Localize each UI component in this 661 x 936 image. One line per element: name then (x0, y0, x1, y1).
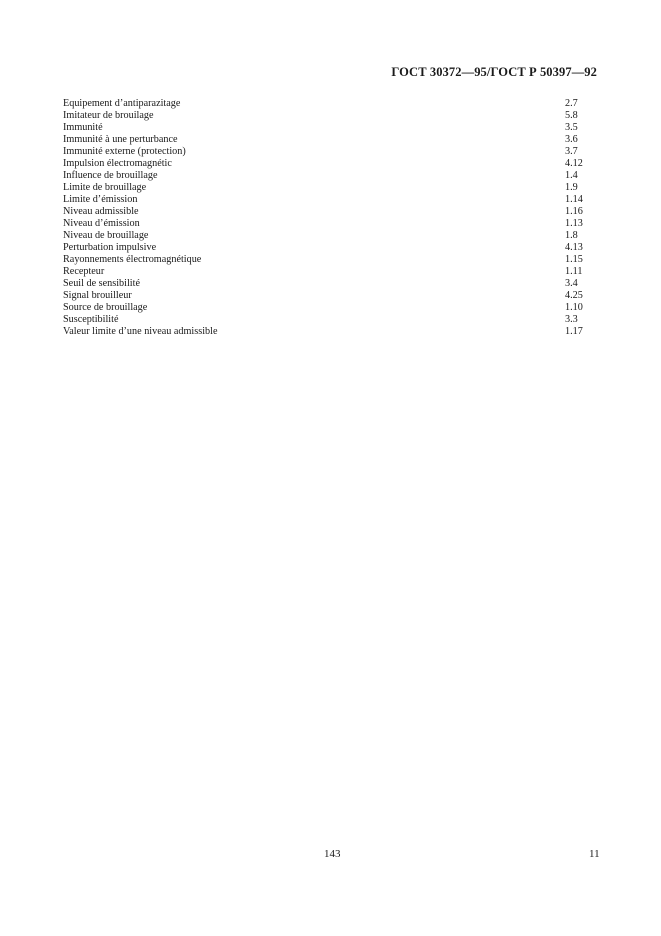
index-row (63, 254, 583, 266)
index-ref: 4.12 (565, 158, 583, 169)
index-term: Immunité externe (protection) (63, 146, 186, 157)
document-header-title: ГОСТ 30372—95/ГОСТ Р 50397—92 (391, 65, 597, 79)
index-term: Rayonnements électromagnétique (63, 254, 202, 265)
index-ref: 1.15 (565, 254, 583, 265)
index-row (63, 170, 583, 182)
index-term: Equipement d’antiparazitage (63, 98, 181, 109)
index-row (63, 266, 583, 278)
index-term: Niveau d’émission (63, 218, 140, 229)
index-row (63, 194, 583, 206)
index-term: Immunité à une perturbance (63, 134, 178, 145)
index-ref: 1.14 (565, 194, 583, 205)
index-ref: 2.7 (565, 98, 578, 109)
index-term: Niveau admissible (63, 206, 139, 217)
index-term: Valeur limite d’une niveau admissible (63, 326, 218, 337)
index-term: Impulsion électromagnétic (63, 158, 172, 169)
sheet-number: 11 (589, 848, 600, 860)
index-term: Imitateur de brouilage (63, 110, 154, 121)
index-ref: 4.25 (565, 290, 583, 301)
index-ref: 1.16 (565, 206, 583, 217)
index-row (63, 182, 583, 194)
index-ref: 3.6 (565, 134, 578, 145)
index-row (63, 278, 583, 290)
index-ref: 3.4 (565, 278, 578, 289)
index-ref: 3.3 (565, 314, 578, 325)
index-term: Recepteur (63, 266, 105, 277)
index-ref: 5.8 (565, 110, 578, 121)
index-term: Immunité (63, 122, 103, 133)
index-row (63, 314, 583, 326)
index-row (63, 206, 583, 218)
index-ref: 1.17 (565, 326, 583, 337)
index-row (63, 290, 583, 302)
index-ref: 1.8 (565, 230, 578, 241)
index-ref: 1.4 (565, 170, 578, 181)
index-ref: 3.5 (565, 122, 578, 133)
index-row (63, 158, 583, 170)
index-term: Signal brouilleur (63, 290, 132, 301)
index-row (63, 218, 583, 230)
index-row (63, 302, 583, 314)
index-term: Limite de brouillage (63, 182, 147, 193)
index-ref: 1.10 (565, 302, 583, 313)
index-row (63, 326, 583, 338)
index-term: Niveau de brouillage (63, 230, 149, 241)
index-row (63, 98, 583, 110)
index-ref: 1.9 (565, 182, 578, 193)
page-number: 143 (324, 848, 341, 860)
index-term: Perturbation impulsive (63, 242, 157, 253)
index-ref: 1.11 (565, 266, 583, 277)
index-term: Influence de brouillage (63, 170, 158, 181)
index-term: Limite d’émission (63, 194, 138, 205)
index-ref: 3.7 (565, 146, 578, 157)
index-row (63, 122, 583, 134)
index-row (63, 242, 583, 254)
index-ref: 4.13 (565, 242, 583, 253)
index-row (63, 146, 583, 158)
index-term: Source de brouillage (63, 302, 148, 313)
index-ref: 1.13 (565, 218, 583, 229)
term-index-list (63, 98, 583, 338)
index-row (63, 110, 583, 122)
index-term: Seuil de sensibilité (63, 278, 140, 289)
index-term: Susceptibilité (63, 314, 119, 325)
index-row (63, 134, 583, 146)
index-row (63, 230, 583, 242)
